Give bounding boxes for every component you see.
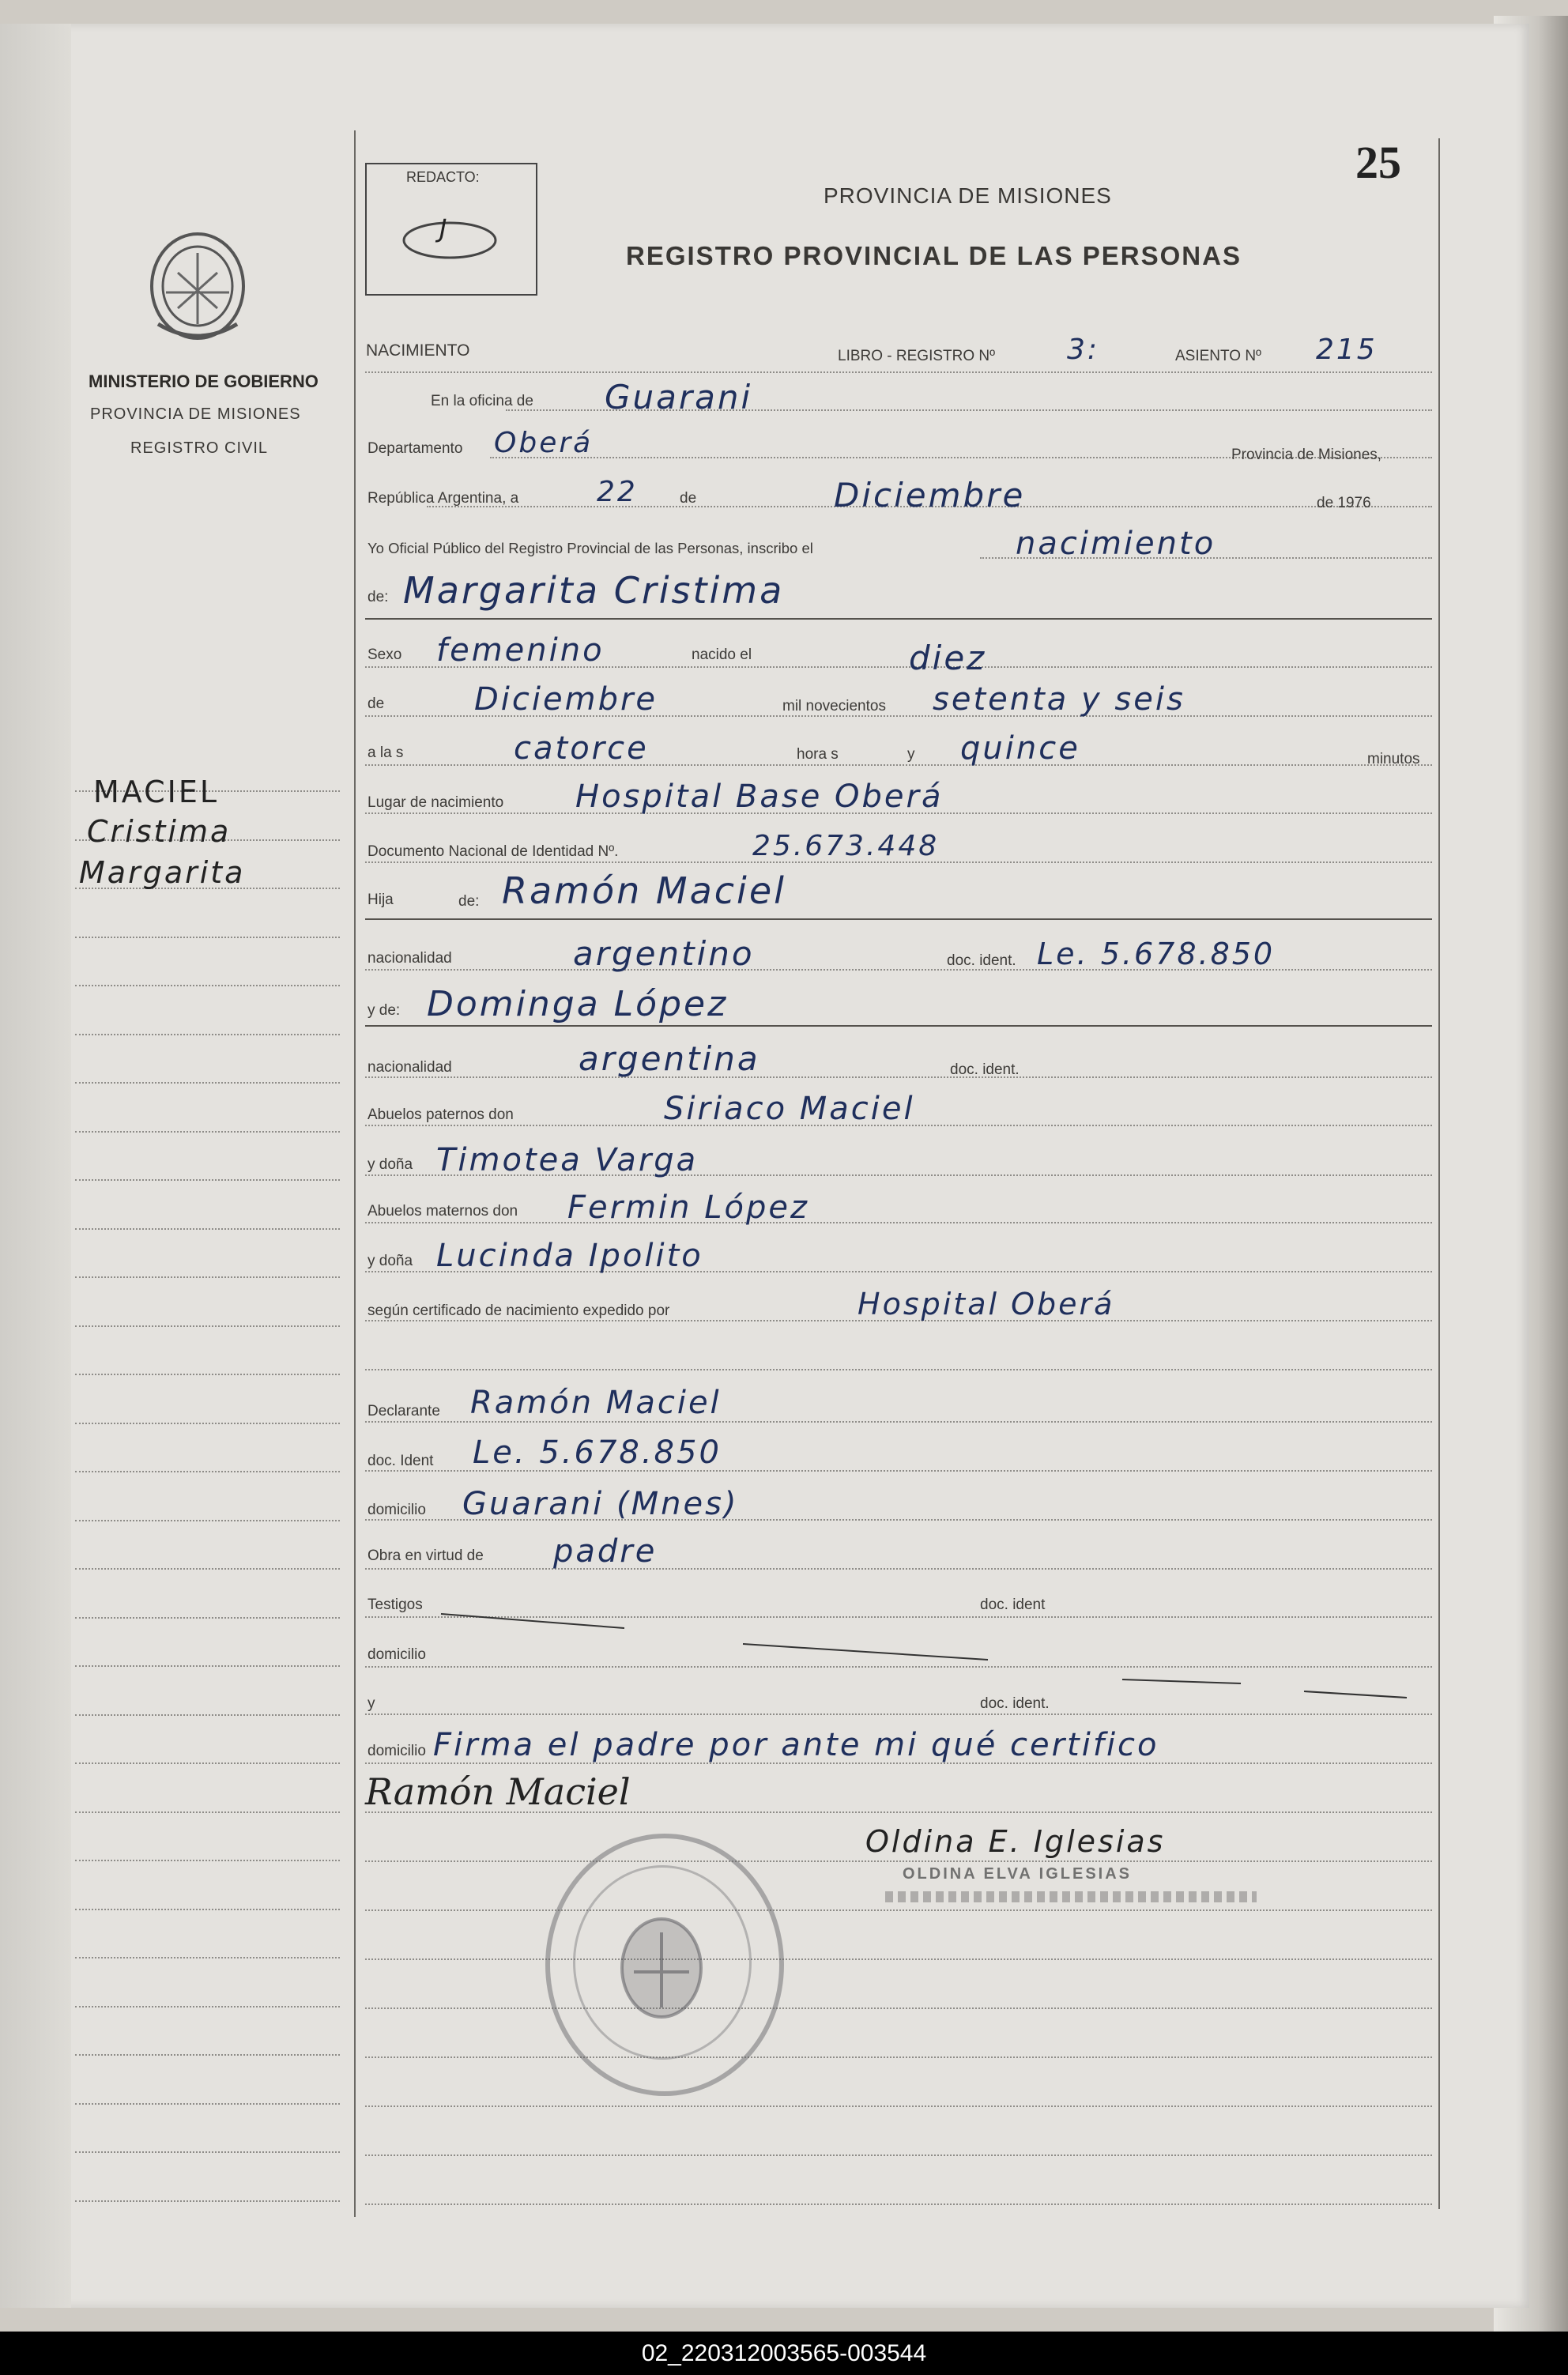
departamento-label: Departamento	[368, 440, 463, 457]
abuelos-mat-label: Abuelos maternos don	[368, 1203, 518, 1220]
libro-label: LIBRO - REGISTRO Nº	[838, 348, 996, 364]
margin-rule	[75, 1131, 340, 1133]
form-rule	[365, 1076, 1432, 1078]
margin-rule	[75, 2200, 340, 2202]
margin-rule	[75, 1228, 340, 1230]
form-rule	[365, 2007, 1432, 2009]
margin-rule	[75, 1860, 340, 1861]
margin-given-name-1: Cristima	[87, 814, 232, 849]
header-province: PROVINCIA DE MISIONES	[824, 183, 1112, 208]
margin-rule	[75, 1520, 340, 1521]
mil-label: mil novecientos	[782, 698, 886, 714]
redacto-mark: J	[439, 213, 450, 243]
form-rule	[365, 1909, 1432, 1911]
de-label: de	[680, 490, 697, 507]
minutos-label: minutos	[1367, 751, 1420, 767]
oficina-value: Guarani	[605, 378, 753, 417]
form-rule	[365, 1369, 1432, 1370]
abuela-pat-value: Timotea Varga	[436, 1142, 699, 1178]
madre-nacionalidad: argentina	[579, 1039, 760, 1078]
libro-value: 3:	[1067, 334, 1100, 366]
dona2-label: y doña	[368, 1253, 413, 1269]
stamp-emblem-icon	[610, 1909, 713, 2027]
form-rule	[365, 1025, 1432, 1027]
sexo-value: femenino	[436, 632, 605, 669]
margin-rule	[75, 1276, 340, 1278]
declarante-value: Ramón Maciel	[470, 1385, 722, 1421]
right-column-rule	[1438, 138, 1440, 2209]
form-rule	[365, 1860, 1432, 1862]
madre-name: Dominga López	[427, 984, 729, 1024]
lugar-value: Hospital Base Oberá	[575, 778, 944, 815]
documento-value: 25.673.448	[752, 830, 940, 862]
y2-label: y	[368, 1695, 375, 1712]
redacto-mark-icon	[398, 212, 501, 267]
form-rule	[365, 2154, 1432, 2156]
page-binding-shadow	[0, 24, 71, 2308]
alas-label: a la s	[368, 745, 404, 761]
left-column-rule	[354, 130, 356, 2217]
docident5-label: doc. ident.	[980, 1695, 1050, 1712]
ano-value: setenta y seis	[933, 681, 1185, 718]
docident3-label: doc. Ident	[368, 1453, 434, 1469]
padre-name: Ramón Maciel	[502, 869, 786, 912]
official-stamp-subtitle	[885, 1891, 1257, 1902]
form-rule	[365, 918, 1432, 920]
obra-value: padre	[553, 1533, 658, 1570]
form-rule	[365, 2105, 1432, 2107]
yde-label: y de:	[368, 1002, 401, 1019]
margin-rule	[75, 1714, 340, 1716]
padre-doc: Le. 5.678.850	[1037, 937, 1276, 971]
nacionalidad2-label: nacionalidad	[368, 1059, 452, 1076]
abuelo-mat-value: Fermin López	[567, 1189, 809, 1226]
horas-label: hora s	[797, 746, 839, 763]
form-rule	[365, 2056, 1432, 2058]
father-signature: Ramón Maciel	[365, 1770, 631, 1813]
file-caption: 02_220312003565-003544	[0, 2332, 1568, 2375]
margin-rule	[75, 1325, 340, 1327]
margin-rule	[75, 1568, 340, 1570]
nacimiento-label: NACIMIENTO	[366, 341, 470, 360]
y-label: y	[907, 746, 915, 763]
hija-label: Hija	[368, 892, 394, 908]
margin-rule	[75, 1957, 340, 1958]
inscribo-value: nacimiento	[1016, 526, 1216, 562]
official-stamp-name: OLDINA ELVA IGLESIAS	[903, 1865, 1133, 1883]
margin-rule	[75, 2006, 340, 2007]
margin-rule	[75, 2054, 340, 2056]
de2-label: de	[368, 696, 385, 712]
margin-given-name-2: Margarita	[79, 855, 246, 890]
redacto-label: REDACTO:	[406, 169, 480, 185]
certificado-value: Hospital Oberá	[858, 1287, 1115, 1321]
nacionalidad-label: nacionalidad	[368, 950, 452, 967]
republica-label: República Argentina, a	[368, 490, 519, 507]
asiento-label: ASIENTO Nº	[1175, 348, 1261, 364]
page-title: REGISTRO PROVINCIAL DE LAS PERSONAS	[626, 241, 1242, 270]
margin-rule	[75, 1762, 340, 1764]
provincial-coat-of-arms-icon	[142, 229, 253, 348]
de-name-label: de:	[368, 589, 389, 605]
ministry-registry: REGISTRO CIVIL	[130, 439, 269, 457]
docident4-label: doc. ident	[980, 1597, 1046, 1613]
margin-rule	[75, 985, 340, 986]
domicilio-value: Guarani (Mnes)	[462, 1486, 739, 1522]
margin-rule	[75, 1374, 340, 1375]
testigos-label: Testigos	[368, 1597, 423, 1613]
margin-rule	[75, 1034, 340, 1035]
official-signature: Oldina E. Iglesias	[865, 1824, 1166, 1859]
lugar-label: Lugar de nacimiento	[368, 794, 504, 811]
form-rule	[365, 1222, 1432, 1223]
abuelos-pat-label: Abuelos paternos don	[368, 1106, 514, 1123]
nacido-label: nacido el	[692, 647, 752, 663]
registrant-name: Margarita Cristima	[403, 569, 785, 612]
nacido-value: diez	[909, 639, 987, 677]
redacto-box	[365, 163, 537, 296]
form-rule	[365, 1713, 1432, 1715]
form-rule	[365, 371, 1432, 373]
mes-nac-value: Diciembre	[474, 681, 658, 718]
mes-value: Diciembre	[834, 476, 1026, 515]
form-rule	[365, 1421, 1432, 1423]
margin-rule	[75, 2103, 340, 2105]
margin-rule	[75, 1179, 340, 1181]
docident2-label: doc. ident.	[950, 1061, 1020, 1078]
documento-label: Documento Nacional de Identidad Nº.	[368, 843, 619, 860]
oficina-label: En la oficina de	[431, 393, 533, 409]
ministry-province: PROVINCIA DE MISIONES	[90, 405, 301, 423]
margin-rule	[75, 1082, 340, 1084]
margin-rule	[75, 937, 340, 938]
de3-label: de:	[458, 893, 480, 910]
domicilio2-label: domicilio	[368, 1646, 426, 1663]
margin-rule	[75, 2151, 340, 2153]
margin-rule	[75, 1665, 340, 1667]
sexo-label: Sexo	[368, 647, 402, 663]
margin-rule	[75, 1471, 340, 1472]
certificado-label: según certificado de nacimiento expedido por	[368, 1302, 670, 1319]
cancel-strokes	[435, 1604, 1423, 1707]
provincia-label: Provincia de Misiones,	[1231, 447, 1382, 463]
dona-label: y doña	[368, 1156, 413, 1173]
ministry-name: MINISTERIO DE GOBIERNO	[89, 371, 318, 391]
abuela-mat-value: Lucinda Ipolito	[436, 1238, 703, 1274]
hora-value: catorce	[514, 730, 649, 767]
inscribo-label: Yo Oficial Público del Registro Provincial de las Personas, inscribo el	[368, 540, 813, 556]
form-rule	[365, 618, 1432, 620]
margin-rule	[75, 1617, 340, 1619]
form-rule	[365, 2203, 1432, 2205]
margin-rule	[75, 1811, 340, 1813]
margin-rule	[75, 1423, 340, 1424]
declarante-label: Declarante	[368, 1403, 440, 1419]
declarante-doc: Le. 5.678.850	[473, 1434, 722, 1471]
form-rule	[365, 1568, 1432, 1570]
minutos-value: quince	[960, 730, 1080, 767]
asiento-value: 215	[1316, 334, 1378, 366]
abuelo-pat-value: Siriaco Maciel	[664, 1091, 915, 1127]
departamento-value: Oberá	[494, 427, 594, 459]
dia-value: 22	[597, 476, 638, 508]
page-number: 25	[1355, 137, 1401, 188]
docident-label: doc. ident.	[947, 952, 1016, 969]
obra-label: Obra en virtud de	[368, 1548, 484, 1564]
form-rule	[365, 1958, 1432, 1960]
de-ano-label: de 1976	[1317, 495, 1371, 511]
padre-nacionalidad: argentino	[573, 934, 755, 973]
margin-rule	[75, 1909, 340, 1910]
firma-declaration: Firma el padre por ante mi qué certifico	[433, 1727, 1159, 1763]
domicilio3-label: domicilio	[368, 1743, 426, 1759]
domicilio-label: domicilio	[368, 1502, 426, 1518]
margin-surname: MACIEL	[93, 775, 220, 809]
